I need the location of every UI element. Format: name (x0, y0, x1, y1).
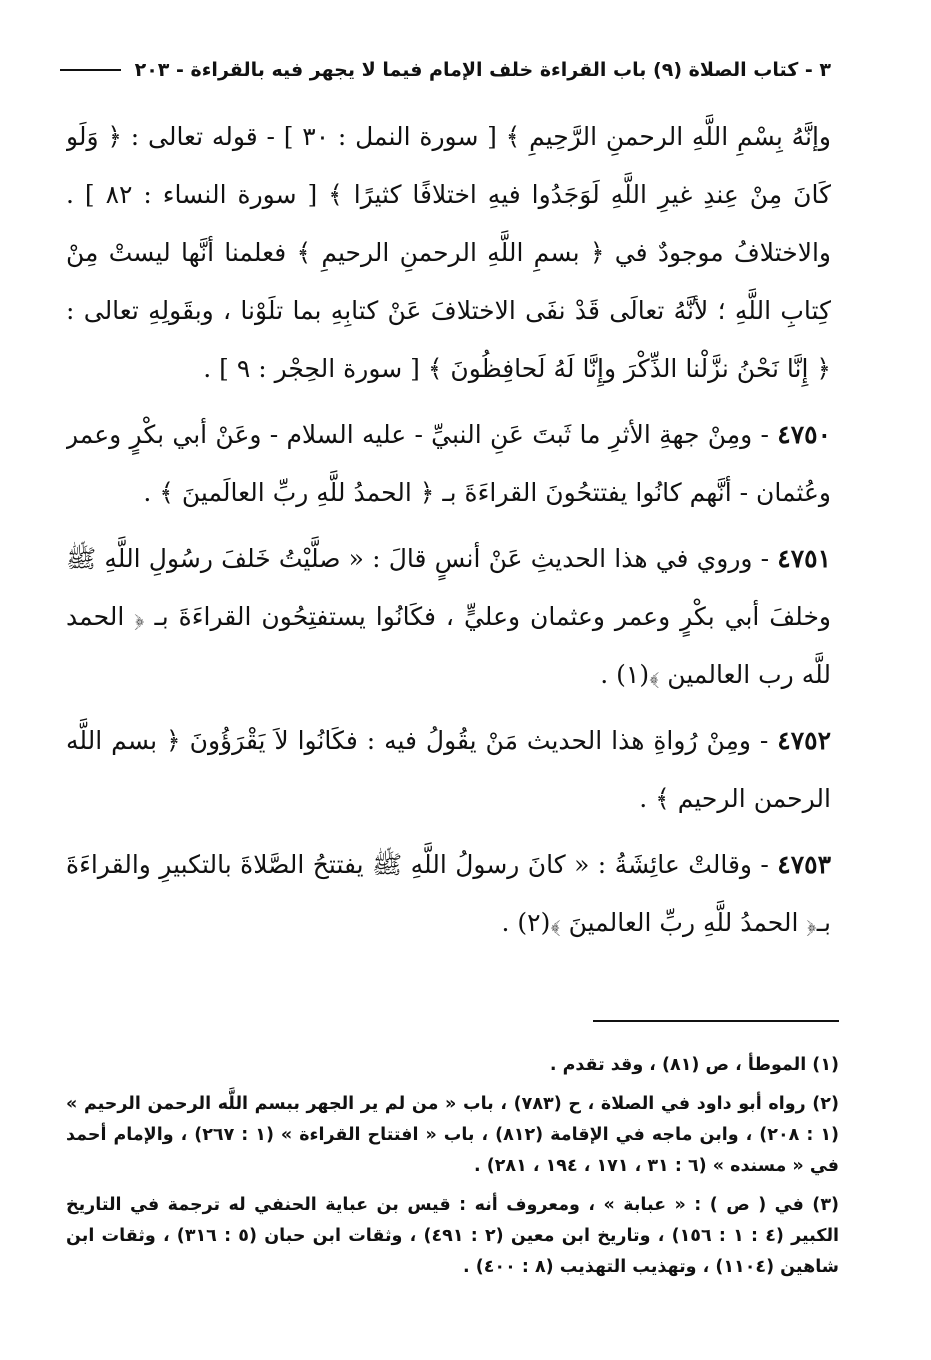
main-text (66, 108, 831, 940)
footnote-3: (٣) في ( ص ) : « عبابة » ، ومعروف أنه : قيس بن عباية الحنفي له ترجمة في التاريخ الكبير (٤ : ١ : ١٥٦) ، وتاريخ ابن معين (٢ : ٤٩١) ، وثقات ابن حبان (٥ : ٣١٦) ، وثقات ابن شاهين (١١٠٤) ، وتهذيب التهذيب (٨ : ٤٠٠) . (66, 1195, 840, 1277)
paragraph-4752: ٤٧٥٢ - ومِنْ رُواةِ هذا الحديث مَنْ يقُولُ فيه : فكَانُوا لاَ يَقْرَؤُونَ ﴿ بسم اللَّه الرحمن الرحيم ﴾ . (66, 726, 831, 813)
footnote-separator (593, 1020, 839, 1022)
paragraph-number: ٤٧٥١ (777, 544, 831, 573)
page-header (60, 52, 831, 88)
footnotes (66, 1050, 839, 1291)
paragraph-number: ٤٧٥٠ (777, 420, 831, 449)
paragraph-number: ٤٧٥٢ (777, 726, 831, 755)
header-rule (60, 69, 121, 71)
footnote-1: (١) الموطأ ، ص (٨١) ، وقد تقدم . (549, 1055, 839, 1075)
paragraph-continuation: وإنَّهُ بِسْمِ اللَّهِ الرحمنِ الرَّحِيمِ ﴾ [ سورة النمل : ٣٠ ] - قوله تعالى : ﴿ وَلَو كَانَ مِنْ عِندِ غيرِ اللَّهِ لَوَجَدُوا فيهِ اختلافًا كثيرًا ﴾ [ سورة النساء : ٨٢ ] . والاختلافُ موجودٌ في ﴿ بسمِ اللَّهِ الرحمنِ الرحيمِ ﴾ فعلمنا أنَّها ليستْ مِنْ كِتابِ اللَّهِ ؛ لأنَّهُ تعالَى قَدْ نفَى الاختلافَ عَنْ كتابِهِ بما تلَوْنا ، وبقَولِهِ تعالى : ﴿ إِنَّا نَحْنُ نزَّلْنا الذِّكْرَ وإِنَّا لَهُ لَحافِظُونَ ﴾ [ سورة الحِجْر : ٩ ] . (66, 122, 831, 383)
paragraph-4750: ٤٧٥٠ - ومِنْ جهةِ الأثرِ ما ثَبتَ عَنِ النبيِّ - عليه السلام - وعَنْ أبي بكْرٍ وعمر وعُثمان - أنَّهم كانُوا يفتتحُونَ القراءَةَ بـ ﴿ الحمدُ للَّهِ ربِّ العالَمينَ ﴾ . (66, 420, 831, 507)
running-title: ٣ - كتاب الصلاة (٩) باب القراءة خلف الإمام فيما لا يجهر فيه بالقراءة - ٢٠٣ (134, 59, 831, 81)
footnote-2: (٢) رواه أبو داود في الصلاة ، ح (٧٨٣) ، باب « من لم ير الجهر ببسم اللَّه الرحمن الرحيم » (١ : ٢٠٨) ، وابن ماجه في الإقامة (٨١٢) ، باب « افتتاح القراءة » (١ : ٢٦٧) ، والإمام أحمد في « مسنده » (٦ : ٣١ ، ١٧١ ، ١٩٤ ، ٢٨١) . (66, 1094, 839, 1176)
paragraph-4753: ٤٧٥٣ - وقالتْ عائِشَةُ : « كانَ رسولُ اللَّهِ ﷺ يفتتحُ الصَّلاةَ بالتكبيرِ والقراءَةَ بـ﴿ الحمدُ للَّهِ ربِّ العالمينَ ﴾(٢) . (66, 850, 831, 937)
paragraph-4751: ٤٧٥١ - وروي في هذا الحديثِ عَنْ أنسٍ قالَ : « صلَّيْتُ خَلفَ رسُولِ اللَّهِ ﷺ وخلفَ أبي بكْرٍ وعمر وعثمان وعليٍّ ، فكَانُوا يستفتِحُون القراءَةَ بـ ﴿ الحمد للَّه رب العالمين ﴾(١) . (66, 544, 831, 689)
paragraph-number: ٤٧٥٣ (777, 850, 831, 879)
